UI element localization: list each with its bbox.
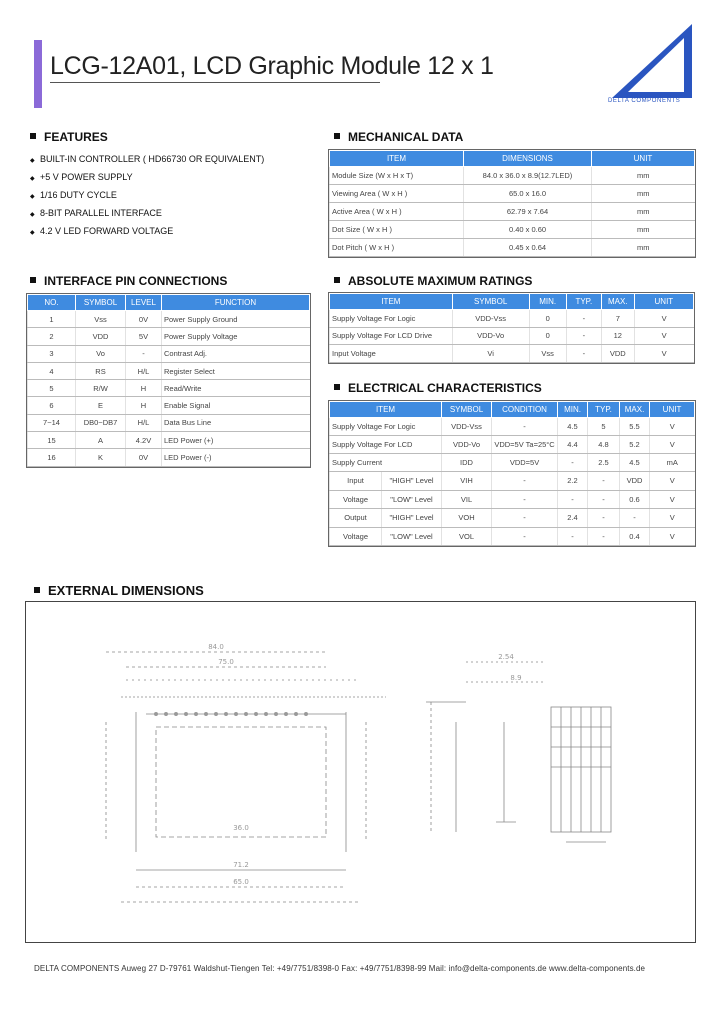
table-cell: Vss xyxy=(76,311,126,328)
table-cell: 5 xyxy=(588,418,620,436)
feature-text: BUILT-IN CONTROLLER ( HD66730 OR EQUIVALENT) xyxy=(40,154,265,164)
table-cell: Vss xyxy=(529,345,566,363)
table-cell: V xyxy=(650,418,695,436)
table-cell: V xyxy=(634,327,693,345)
table-cell: V xyxy=(650,527,695,546)
column-header: SYMBOL xyxy=(442,402,492,418)
table-cell: - xyxy=(566,345,601,363)
table-cell: - xyxy=(588,490,620,509)
table-cell: H xyxy=(126,380,162,397)
table-row xyxy=(330,472,695,491)
table-cell: Input xyxy=(330,472,382,491)
table-cell: - xyxy=(558,527,588,546)
table-cell: - xyxy=(566,310,601,328)
table-cell: Input Voltage xyxy=(330,345,453,363)
table-cell: 15 xyxy=(28,432,76,449)
table-row xyxy=(28,345,310,362)
table-cell: V xyxy=(650,509,695,528)
dim-label-3: 71.2 xyxy=(233,861,249,869)
table-cell: VDD xyxy=(601,345,634,363)
diamond-bullet-icon: ◆ xyxy=(30,194,35,200)
dim-label-1: 84.0 xyxy=(208,643,224,651)
column-header: MAX. xyxy=(601,294,634,310)
table-cell: V xyxy=(634,310,693,328)
column-header: TYP. xyxy=(588,402,620,418)
table-cell: 4.8 xyxy=(588,436,620,454)
table-cell: 4 xyxy=(28,362,76,379)
dim-label-4: 65.0 xyxy=(233,878,249,886)
table-cell: VDD-Vo xyxy=(452,327,529,345)
table-row xyxy=(330,221,695,239)
footer-contact: DELTA COMPONENTS Auweg 27 D-79761 Waldshut-Tiengen Tel: +49/7751/8398-0 Fax: +49/7751/8398-99 Mail: info@delta-components.de www.delta-components.de xyxy=(34,964,646,973)
table-cell: 7 xyxy=(601,310,634,328)
diamond-bullet-icon: ◆ xyxy=(30,212,35,218)
table-row xyxy=(330,490,695,509)
features-list xyxy=(30,150,264,240)
column-header: MAX. xyxy=(620,402,650,418)
table-cell: Supply Voltage For LCD xyxy=(330,436,442,454)
table-cell: VDD=5V xyxy=(492,454,558,472)
table-cell: 0 xyxy=(529,310,566,328)
table-cell: 4.2V xyxy=(126,432,162,449)
table-cell: 0V xyxy=(126,449,162,466)
column-header: ITEM xyxy=(330,151,464,167)
table-cell: Enable Signal xyxy=(162,397,310,414)
table-cell: IDD xyxy=(442,454,492,472)
dim-label-6: 2.54 xyxy=(498,653,514,661)
table-row xyxy=(330,239,695,257)
column-header: SYMBOL xyxy=(76,295,126,311)
feature-item xyxy=(30,168,264,186)
electrical-heading: ELECTRICAL CHARACTERISTICS xyxy=(334,381,542,395)
table-cell: VDD-Vss xyxy=(442,418,492,436)
table-header-row xyxy=(330,402,695,418)
interface-heading: INTERFACE PIN CONNECTIONS xyxy=(30,274,227,288)
table-cell: 7~14 xyxy=(28,414,76,431)
table-cell: 5 xyxy=(28,380,76,397)
table-cell: 5.5 xyxy=(620,418,650,436)
table-header-row xyxy=(330,151,695,167)
table-cell: - xyxy=(588,509,620,528)
table-cell: V xyxy=(634,345,693,363)
table-row xyxy=(28,449,310,466)
column-header: UNIT xyxy=(634,294,693,310)
column-header: DIMENSIONS xyxy=(464,151,592,167)
table-cell: Voltage xyxy=(330,490,382,509)
column-header: SYMBOL xyxy=(452,294,529,310)
table-cell: R/W xyxy=(76,380,126,397)
table-cell: 0V xyxy=(126,311,162,328)
table-cell: mm xyxy=(592,221,695,239)
table-cell: "LOW" Level xyxy=(382,527,442,546)
column-header: MIN. xyxy=(558,402,588,418)
table-cell: V xyxy=(650,472,695,491)
table-cell: 4.4 xyxy=(558,436,588,454)
table-cell: Output xyxy=(330,509,382,528)
column-header: UNIT xyxy=(650,402,695,418)
table-cell: - xyxy=(588,472,620,491)
column-header: LEVEL xyxy=(126,295,162,311)
table-cell: H xyxy=(126,397,162,414)
feature-item xyxy=(30,186,264,204)
table-row xyxy=(330,167,695,185)
table-cell: 65.0 x 16.0 xyxy=(464,185,592,203)
table-cell: K xyxy=(76,449,126,466)
table-cell: 0.4 xyxy=(620,527,650,546)
feature-text: 1/16 DUTY CYCLE xyxy=(40,190,117,200)
table-cell: "HIGH" Level xyxy=(382,472,442,491)
column-header: CONDITION xyxy=(492,402,558,418)
table-cell: - xyxy=(492,509,558,528)
mechanical-heading: MECHANICAL DATA xyxy=(334,130,463,144)
diamond-bullet-icon: ◆ xyxy=(30,176,35,182)
column-header: FUNCTION xyxy=(162,295,310,311)
feature-item xyxy=(30,204,264,222)
table-cell: Power Supply Ground xyxy=(162,311,310,328)
table-cell: H/L xyxy=(126,414,162,431)
table-cell: - xyxy=(492,472,558,491)
table-row xyxy=(330,203,695,221)
table-row xyxy=(330,527,695,546)
table-row xyxy=(330,345,694,363)
table-cell: - xyxy=(492,527,558,546)
table-cell: Vi xyxy=(452,345,529,363)
table-cell: - xyxy=(126,345,162,362)
diamond-bullet-icon: ◆ xyxy=(30,230,35,236)
table-cell: - xyxy=(588,527,620,546)
table-cell: 16 xyxy=(28,449,76,466)
table-cell: Contrast Adj. xyxy=(162,345,310,362)
table-cell: 5.2 xyxy=(620,436,650,454)
column-header: UNIT xyxy=(592,151,695,167)
table-cell: V xyxy=(650,490,695,509)
table-cell: mm xyxy=(592,203,695,221)
feature-text: +5 V POWER SUPPLY xyxy=(40,172,133,182)
table-row xyxy=(330,436,695,454)
dim-label-5: 36.0 xyxy=(233,824,249,832)
table-cell: 4.5 xyxy=(620,454,650,472)
external-dimensions-frame xyxy=(25,601,696,943)
table-cell: Data Bus Line xyxy=(162,414,310,431)
table-cell: 3 xyxy=(28,345,76,362)
table-cell: H/L xyxy=(126,362,162,379)
table-cell: VDD=5V Ta=25°C xyxy=(492,436,558,454)
external-heading: EXTERNAL DIMENSIONS xyxy=(34,583,204,598)
table-header-row xyxy=(28,295,310,311)
table-header-row xyxy=(330,294,694,310)
table-row xyxy=(330,509,695,528)
absolute-heading: ABSOLUTE MAXIMUM RATINGS xyxy=(334,274,532,288)
logo-text: DELTA COMPONENTS xyxy=(608,98,681,104)
table-cell: Viewing Area ( W x H ) xyxy=(330,185,464,203)
table-cell: A xyxy=(76,432,126,449)
table-cell: 62.79 x 7.64 xyxy=(464,203,592,221)
table-cell: Read/Write xyxy=(162,380,310,397)
table-cell: 2.5 xyxy=(588,454,620,472)
table-cell: VOH xyxy=(442,509,492,528)
table-cell: 2.2 xyxy=(558,472,588,491)
table-cell: Vo xyxy=(76,345,126,362)
table-cell: - xyxy=(492,418,558,436)
absolute-table xyxy=(329,293,694,363)
table-cell: Dot Pitch ( W x H ) xyxy=(330,239,464,257)
table-cell: Active Area ( W x H ) xyxy=(330,203,464,221)
interface-table xyxy=(27,294,310,467)
title-accent-bar xyxy=(34,40,42,108)
table-cell: - xyxy=(566,327,601,345)
dim-label-7: 8.9 xyxy=(510,674,522,682)
table-cell: LED Power (-) xyxy=(162,449,310,466)
table-cell: RS xyxy=(76,362,126,379)
table-cell: mA xyxy=(650,454,695,472)
table-cell: 6 xyxy=(28,397,76,414)
table-row xyxy=(330,418,695,436)
table-cell: 84.0 x 36.0 x 8.9(12.7LED) xyxy=(464,167,592,185)
table-cell: DB0~DB7 xyxy=(76,414,126,431)
table-cell: Module Size (W x H x T) xyxy=(330,167,464,185)
table-cell: VDD xyxy=(620,472,650,491)
table-cell: Power Supply Voltage xyxy=(162,328,310,345)
mechanical-table xyxy=(329,150,695,257)
column-header: ITEM xyxy=(330,402,442,418)
table-row xyxy=(330,310,694,328)
table-cell: Supply Voltage For Logic xyxy=(330,418,442,436)
feature-item xyxy=(30,222,264,240)
table-cell: Register Select xyxy=(162,362,310,379)
features-heading: FEATURES xyxy=(30,130,108,144)
title-underline xyxy=(50,82,380,83)
table-cell: "HIGH" Level xyxy=(382,509,442,528)
table-row xyxy=(28,362,310,379)
table-cell: Supply Current xyxy=(330,454,442,472)
table-cell: V xyxy=(650,436,695,454)
table-cell: 5V xyxy=(126,328,162,345)
table-cell: VOL xyxy=(442,527,492,546)
table-row xyxy=(330,454,695,472)
delta-logo-icon xyxy=(604,22,694,106)
table-cell: 12 xyxy=(601,327,634,345)
table-cell: Dot Size ( W x H ) xyxy=(330,221,464,239)
table-row xyxy=(28,397,310,414)
table-cell: 1 xyxy=(28,311,76,328)
table-row xyxy=(28,432,310,449)
table-cell: - xyxy=(620,509,650,528)
table-cell: 0.40 x 0.60 xyxy=(464,221,592,239)
table-cell: E xyxy=(76,397,126,414)
table-cell: 2 xyxy=(28,328,76,345)
diamond-bullet-icon: ◆ xyxy=(30,158,35,164)
column-header: NO. xyxy=(28,295,76,311)
table-cell: 0.6 xyxy=(620,490,650,509)
table-cell: "LOW" Level xyxy=(382,490,442,509)
table-cell: LED Power (+) xyxy=(162,432,310,449)
table-row xyxy=(330,327,694,345)
table-cell: VIL xyxy=(442,490,492,509)
dimension-drawing xyxy=(26,602,695,942)
table-cell: VDD-Vo xyxy=(442,436,492,454)
feature-text: 4.2 V LED FORWARD VOLTAGE xyxy=(40,226,174,236)
column-header: ITEM xyxy=(330,294,453,310)
table-cell: Supply Voltage For Logic xyxy=(330,310,453,328)
column-header: MIN. xyxy=(529,294,566,310)
page-title: LCG-12A01, LCD Graphic Module 12 x 1 xyxy=(50,52,494,80)
table-row xyxy=(28,414,310,431)
table-row xyxy=(330,185,695,203)
table-cell: mm xyxy=(592,185,695,203)
table-row xyxy=(28,380,310,397)
table-cell: 2.4 xyxy=(558,509,588,528)
table-cell: 0.45 x 0.64 xyxy=(464,239,592,257)
table-cell: - xyxy=(558,454,588,472)
feature-text: 8-BIT PARALLEL INTERFACE xyxy=(40,208,162,218)
table-cell: mm xyxy=(592,167,695,185)
table-cell: 0 xyxy=(529,327,566,345)
table-row xyxy=(28,328,310,345)
table-cell: VDD-Vss xyxy=(452,310,529,328)
dim-label-2: 75.0 xyxy=(218,658,234,666)
table-cell: - xyxy=(492,490,558,509)
table-cell: 4.5 xyxy=(558,418,588,436)
table-cell: VDD xyxy=(76,328,126,345)
feature-item xyxy=(30,150,264,168)
column-header: TYP. xyxy=(566,294,601,310)
table-row xyxy=(28,311,310,328)
table-cell: Supply Voltage For LCD Drive xyxy=(330,327,453,345)
table-cell: Voltage xyxy=(330,527,382,546)
electrical-table xyxy=(329,401,695,546)
table-cell: - xyxy=(558,490,588,509)
table-cell: VIH xyxy=(442,472,492,491)
table-cell: mm xyxy=(592,239,695,257)
